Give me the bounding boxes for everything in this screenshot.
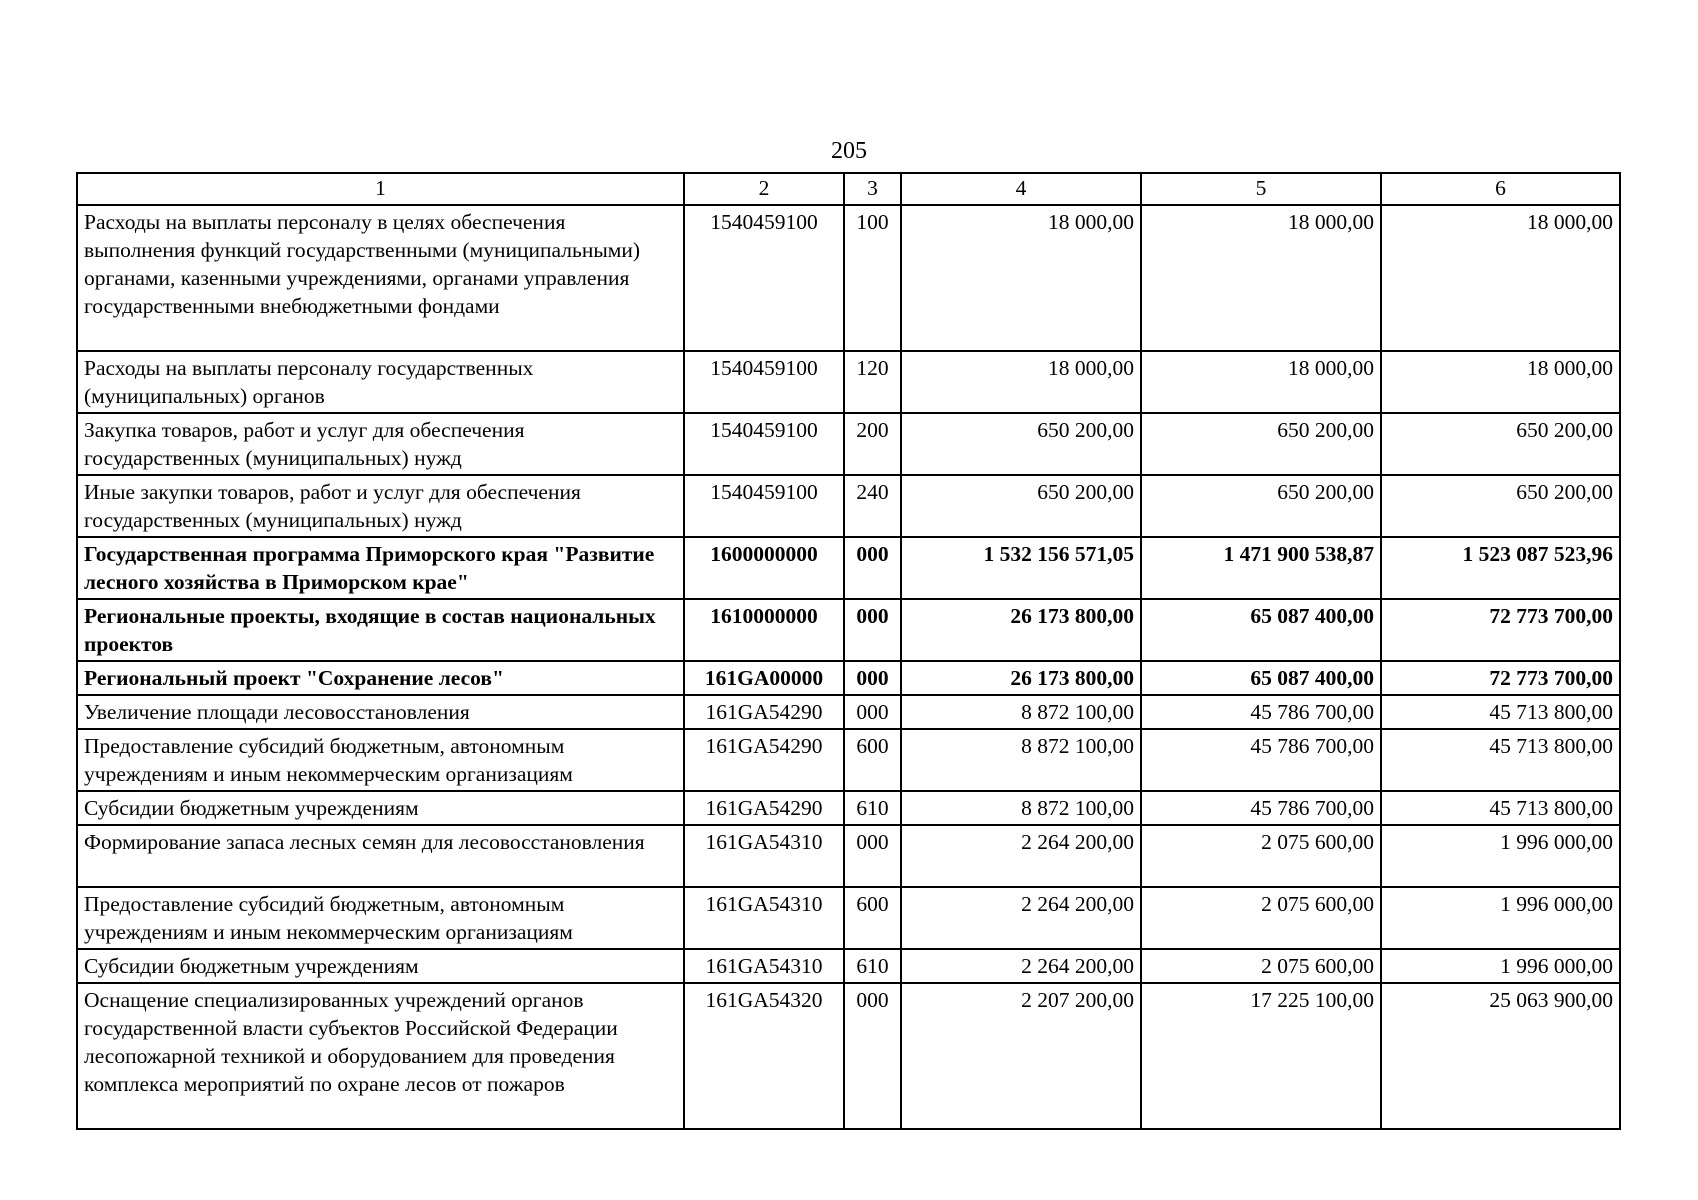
row-name: Увеличение площади лесовосстановления	[77, 695, 684, 729]
row-value-col6: 18 000,00	[1381, 351, 1620, 413]
row-value-col4: 650 200,00	[901, 475, 1141, 537]
row-value-col5: 18 000,00	[1141, 205, 1381, 351]
row-value-col5: 65 087 400,00	[1141, 599, 1381, 661]
row-value-col6: 72 773 700,00	[1381, 599, 1620, 661]
row-type: 000	[844, 537, 901, 599]
row-type: 000	[844, 661, 901, 695]
row-type: 610	[844, 791, 901, 825]
row-code: 161GA00000	[684, 661, 844, 695]
row-value-col5: 2 075 600,00	[1141, 887, 1381, 949]
row-name: Предоставление субсидий бюджетным, автономным учреждениям и иным некоммерческим организациям	[77, 887, 684, 949]
table-row	[77, 695, 1620, 729]
row-type: 240	[844, 475, 901, 537]
row-value-col4: 18 000,00	[901, 351, 1141, 413]
page-number: 205	[831, 138, 867, 164]
row-value-col5: 65 087 400,00	[1141, 661, 1381, 695]
row-code: 161GA54310	[684, 887, 844, 949]
row-code: 161GA54290	[684, 729, 844, 791]
table-row	[77, 205, 1620, 351]
header-row	[77, 173, 1620, 205]
row-name: Оснащение специализированных учреждений органов государственной власти субъектов Российской Федерации лесопожарной техникой и оборудованием для проведения комплекса мероприятий по охране лесов от пожаров	[77, 983, 684, 1129]
table-row	[77, 825, 1620, 887]
table-row	[77, 983, 1620, 1129]
row-value-col6: 72 773 700,00	[1381, 661, 1620, 695]
row-type: 000	[844, 825, 901, 887]
row-code: 161GA54290	[684, 695, 844, 729]
row-name: Предоставление субсидий бюджетным, автономным учреждениям и иным некоммерческим организациям	[77, 729, 684, 791]
table-row	[77, 351, 1620, 413]
row-code: 1600000000	[684, 537, 844, 599]
row-value-col5: 17 225 100,00	[1141, 983, 1381, 1129]
row-value-col6: 45 713 800,00	[1381, 695, 1620, 729]
row-value-col4: 2 264 200,00	[901, 825, 1141, 887]
table-row	[77, 475, 1620, 537]
row-value-col6: 650 200,00	[1381, 475, 1620, 537]
row-value-col4: 8 872 100,00	[901, 695, 1141, 729]
row-type: 120	[844, 351, 901, 413]
row-value-col5: 2 075 600,00	[1141, 949, 1381, 983]
table-row	[77, 887, 1620, 949]
row-value-col4: 1 532 156 571,05	[901, 537, 1141, 599]
row-name: Государственная программа Приморского края "Развитие лесного хозяйства в Приморском крае"	[77, 537, 684, 599]
row-code: 161GA54290	[684, 791, 844, 825]
row-value-col4: 18 000,00	[901, 205, 1141, 351]
row-value-col6: 1 996 000,00	[1381, 825, 1620, 887]
column-header: 6	[1381, 173, 1620, 205]
row-value-col4: 2 207 200,00	[901, 983, 1141, 1129]
row-value-col4: 8 872 100,00	[901, 791, 1141, 825]
row-value-col6: 25 063 900,00	[1381, 983, 1620, 1129]
row-value-col5: 2 075 600,00	[1141, 825, 1381, 887]
table-row	[77, 791, 1620, 825]
row-value-col6: 1 996 000,00	[1381, 949, 1620, 983]
row-name: Субсидии бюджетным учреждениям	[77, 791, 684, 825]
table-row	[77, 537, 1620, 599]
row-name: Субсидии бюджетным учреждениям	[77, 949, 684, 983]
row-type: 600	[844, 887, 901, 949]
row-value-col4: 26 173 800,00	[901, 661, 1141, 695]
row-type: 000	[844, 695, 901, 729]
row-value-col5: 45 786 700,00	[1141, 695, 1381, 729]
row-name: Региональные проекты, входящие в состав национальных проектов	[77, 599, 684, 661]
table-row	[77, 413, 1620, 475]
row-code: 1540459100	[684, 351, 844, 413]
table-row	[77, 729, 1620, 791]
row-name: Региональный проект "Сохранение лесов"	[77, 661, 684, 695]
row-name: Формирование запаса лесных семян для лесовосстановления	[77, 825, 684, 887]
row-type: 000	[844, 599, 901, 661]
row-code: 161GA54310	[684, 825, 844, 887]
table-row	[77, 599, 1620, 661]
row-code: 1540459100	[684, 475, 844, 537]
row-value-col5: 18 000,00	[1141, 351, 1381, 413]
row-name: Иные закупки товаров, работ и услуг для обеспечения государственных (муниципальных) нужд	[77, 475, 684, 537]
table-row	[77, 949, 1620, 983]
row-type: 100	[844, 205, 901, 351]
row-code: 161GA54310	[684, 949, 844, 983]
row-value-col5: 1 471 900 538,87	[1141, 537, 1381, 599]
row-value-col4: 26 173 800,00	[901, 599, 1141, 661]
row-code: 1610000000	[684, 599, 844, 661]
column-header: 2	[684, 173, 844, 205]
row-value-col6: 45 713 800,00	[1381, 729, 1620, 791]
row-code: 161GA54320	[684, 983, 844, 1129]
column-header: 1	[77, 173, 684, 205]
row-type: 000	[844, 983, 901, 1129]
row-value-col5: 650 200,00	[1141, 475, 1381, 537]
row-code: 1540459100	[684, 413, 844, 475]
row-value-col5: 45 786 700,00	[1141, 729, 1381, 791]
row-value-col5: 650 200,00	[1141, 413, 1381, 475]
row-value-col5: 45 786 700,00	[1141, 791, 1381, 825]
row-value-col4: 650 200,00	[901, 413, 1141, 475]
budget-table	[76, 172, 1621, 1130]
row-code: 1540459100	[684, 205, 844, 351]
row-name: Расходы на выплаты персоналу в целях обеспечения выполнения функций государственными (муниципальными) органами, казенными учреждениями, органами управления государственными внебюджетными фондами	[77, 205, 684, 351]
row-value-col4: 2 264 200,00	[901, 887, 1141, 949]
column-header: 5	[1141, 173, 1381, 205]
row-name: Расходы на выплаты персоналу государственных (муниципальных) органов	[77, 351, 684, 413]
row-value-col4: 2 264 200,00	[901, 949, 1141, 983]
column-header: 4	[901, 173, 1141, 205]
row-value-col6: 650 200,00	[1381, 413, 1620, 475]
column-header: 3	[844, 173, 901, 205]
table-row	[77, 661, 1620, 695]
row-type: 610	[844, 949, 901, 983]
row-value-col6: 1 523 087 523,96	[1381, 537, 1620, 599]
row-value-col6: 45 713 800,00	[1381, 791, 1620, 825]
row-value-col4: 8 872 100,00	[901, 729, 1141, 791]
row-name: Закупка товаров, работ и услуг для обеспечения государственных (муниципальных) нужд	[77, 413, 684, 475]
row-value-col6: 1 996 000,00	[1381, 887, 1620, 949]
row-type: 200	[844, 413, 901, 475]
row-type: 600	[844, 729, 901, 791]
row-value-col6: 18 000,00	[1381, 205, 1620, 351]
table-body	[77, 205, 1620, 1129]
